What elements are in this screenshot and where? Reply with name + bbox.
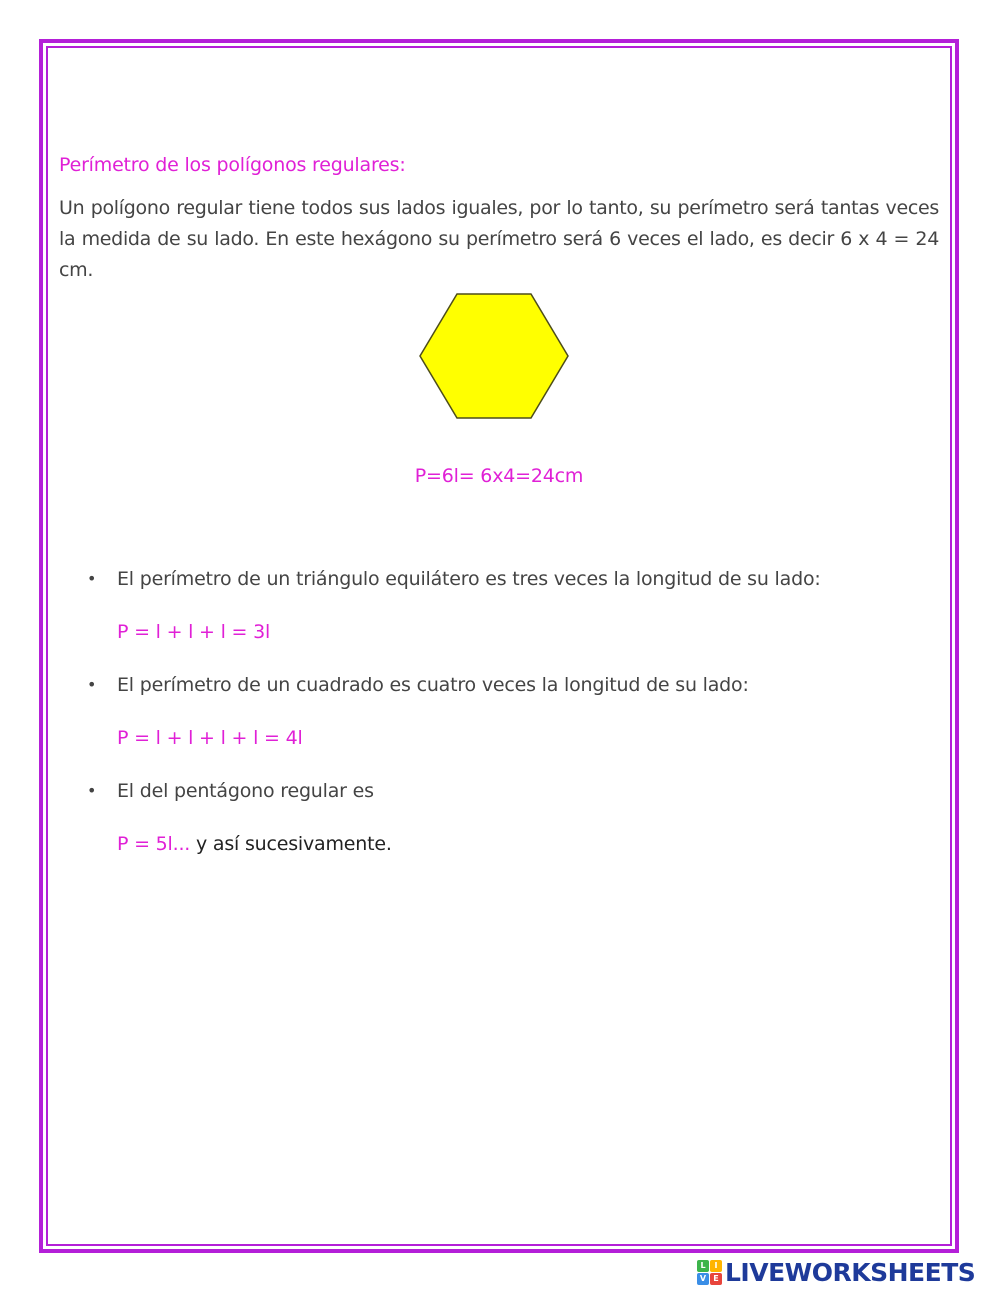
formula-line: [59, 829, 939, 859]
liveworksheets-logo: [697, 1258, 975, 1286]
bullet-icon: •: [87, 781, 97, 800]
bullet-list: [59, 564, 939, 859]
bullet-icon: •: [87, 569, 97, 588]
logo-letter: I: [710, 1260, 722, 1272]
list-item: [59, 564, 939, 594]
formula-line: [59, 617, 939, 647]
bullet-icon: •: [87, 675, 97, 694]
list-item: [59, 776, 939, 806]
hexagon-formula: P=6l= 6x4=24cm: [414, 465, 584, 487]
formula-text: P = l + l + l + l = 4l: [117, 727, 303, 749]
logo-letter: E: [710, 1273, 722, 1285]
hexagon-svg: [418, 292, 570, 422]
hexagon-figure: [418, 292, 570, 422]
formula-text: P = 5l...: [117, 833, 191, 855]
bullet-text: El perímetro de un triángulo equilátero es tres veces la longitud de su lado:: [117, 568, 821, 590]
logo-letter: V: [697, 1273, 709, 1285]
hexagon-shape: [420, 294, 568, 418]
formula-line: [59, 723, 939, 753]
bullet-text: El perímetro de un cuadrado es cuatro veces la longitud de su lado:: [117, 674, 749, 696]
section-title: Perímetro de los polígonos regulares:: [59, 154, 406, 176]
formula-text: P = l + l + l = 3l: [117, 621, 271, 643]
logo-letter: L: [697, 1260, 709, 1272]
logo-blocks-icon: [697, 1260, 722, 1285]
formula-suffix: y así sucesivamente.: [190, 833, 392, 855]
logo-text: LIVEWORKSHEETS: [725, 1257, 976, 1287]
worksheet-content: [59, 150, 939, 855]
list-item: [59, 670, 939, 700]
bullet-text: El del pentágono regular es: [117, 780, 374, 802]
intro-paragraph: Un polígono regular tiene todos sus lados iguales, por lo tanto, su perímetro será tantas veces la medida de su lado. En este hexágono su perímetro será 6 veces el lado, es decir 6 x 4 = 24 cm.: [59, 197, 939, 281]
